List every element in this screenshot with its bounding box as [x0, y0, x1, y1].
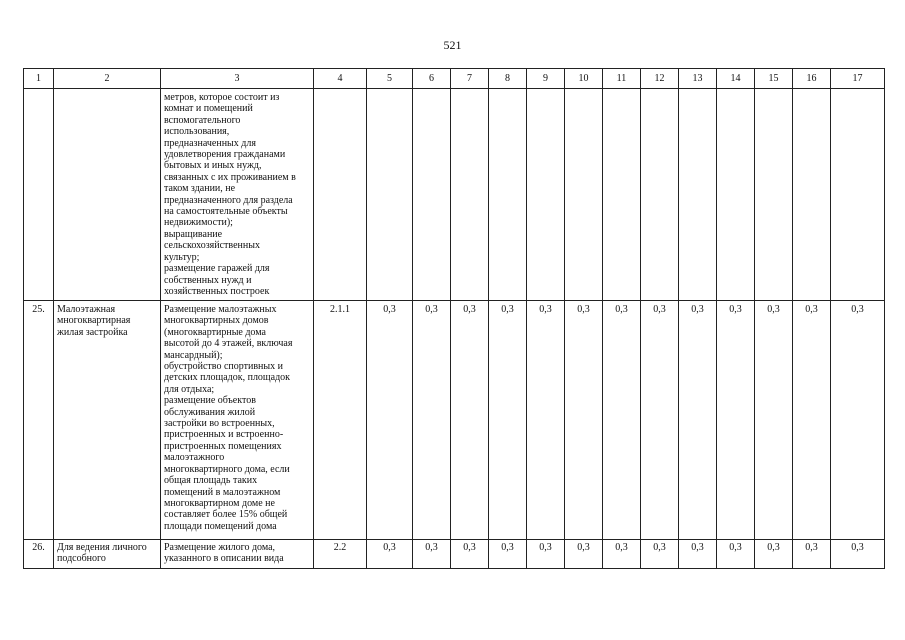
table-row: [24, 540, 885, 569]
value-cell: 0,3: [451, 540, 489, 569]
value-cell: [755, 89, 793, 301]
value-cell: 0,3: [717, 301, 755, 540]
value-cell: 0,3: [527, 301, 565, 540]
column-header: 4: [314, 69, 367, 89]
value-cell: 0,3: [641, 540, 679, 569]
column-header: 5: [367, 69, 413, 89]
value-cell: 0,3: [793, 301, 831, 540]
column-header: 8: [489, 69, 527, 89]
column-header: 12: [641, 69, 679, 89]
table-row: [24, 301, 885, 540]
column-header: 6: [413, 69, 451, 89]
value-cell: 0,3: [367, 540, 413, 569]
value-cell: [367, 89, 413, 301]
value-cell: 0,3: [527, 540, 565, 569]
value-cell: [451, 89, 489, 301]
land-use-name: Малоэтажная многоквартирная жилая застройка: [54, 301, 161, 540]
value-cell: 0,3: [367, 301, 413, 540]
column-header: 7: [451, 69, 489, 89]
value-cell: 0,3: [717, 540, 755, 569]
value-cell: 0,3: [641, 301, 679, 540]
value-cell: [793, 89, 831, 301]
land-use-code: [314, 89, 367, 301]
column-header: 9: [527, 69, 565, 89]
value-cell: 0,3: [489, 301, 527, 540]
table-header-row: [24, 69, 885, 89]
row-number: 25.: [24, 301, 54, 540]
value-cell: 0,3: [679, 540, 717, 569]
value-cell: 0,3: [603, 301, 641, 540]
value-cell: 0,3: [565, 301, 603, 540]
value-cell: [489, 89, 527, 301]
column-header: 1: [24, 69, 54, 89]
value-cell: [565, 89, 603, 301]
table-row: [24, 89, 885, 301]
value-cell: 0,3: [413, 540, 451, 569]
column-header: 17: [831, 69, 885, 89]
page-number: 521: [443, 38, 462, 52]
land-use-description: Размещение малоэтажных многоквартирных домов (многоквартирные дома высотой до 4 этажей, включая мансардный); обустройство спортивных и детских площадок, площадок для отдыха; размещение объектов обслуживания жилой застройки во встроенных, пристроенных и встроенно- пристроенных помещениях малоэтажного многоквартирного дома, если общая площадь таких помещений в малоэтажном многоквартирном доме не составляет более 15% общей площади помещений дома: [161, 301, 314, 540]
column-header: 2: [54, 69, 161, 89]
land-use-name: [54, 89, 161, 301]
value-cell: [679, 89, 717, 301]
value-cell: [641, 89, 679, 301]
value-cell: [717, 89, 755, 301]
land-use-code: 2.2: [314, 540, 367, 569]
column-header: 3: [161, 69, 314, 89]
value-cell: 0,3: [793, 540, 831, 569]
value-cell: 0,3: [413, 301, 451, 540]
value-cell: [603, 89, 641, 301]
column-header: 14: [717, 69, 755, 89]
row-number: [24, 89, 54, 301]
land-use-name: Для ведения личного подсобного: [54, 540, 161, 569]
value-cell: [527, 89, 565, 301]
land-use-table: [23, 68, 885, 569]
land-use-description: метров, которое состоит из комнат и помещений вспомогательного использования, предназначенных для удовлетворения гражданами бытовых и иных нужд, связанных с их проживанием в таком здании, не предназначенного для раздела на самостоятельные объекты недвижимости); выращивание сельскохозяйственных культур; размещение гаражей для собственных нужд и хозяйственных построек: [161, 89, 314, 301]
value-cell: 0,3: [603, 540, 641, 569]
column-header: 15: [755, 69, 793, 89]
value-cell: 0,3: [489, 540, 527, 569]
column-header: 13: [679, 69, 717, 89]
column-header: 16: [793, 69, 831, 89]
land-use-description: Размещение жилого дома, указанного в описании вида: [161, 540, 314, 569]
row-number: 26.: [24, 540, 54, 569]
value-cell: 0,3: [679, 301, 717, 540]
column-header: 11: [603, 69, 641, 89]
value-cell: 0,3: [755, 301, 793, 540]
column-header: 10: [565, 69, 603, 89]
value-cell: 0,3: [451, 301, 489, 540]
value-cell: 0,3: [831, 301, 885, 540]
value-cell: 0,3: [831, 540, 885, 569]
value-cell: 0,3: [755, 540, 793, 569]
land-use-code: 2.1.1: [314, 301, 367, 540]
value-cell: 0,3: [565, 540, 603, 569]
value-cell: [413, 89, 451, 301]
value-cell: [831, 89, 885, 301]
